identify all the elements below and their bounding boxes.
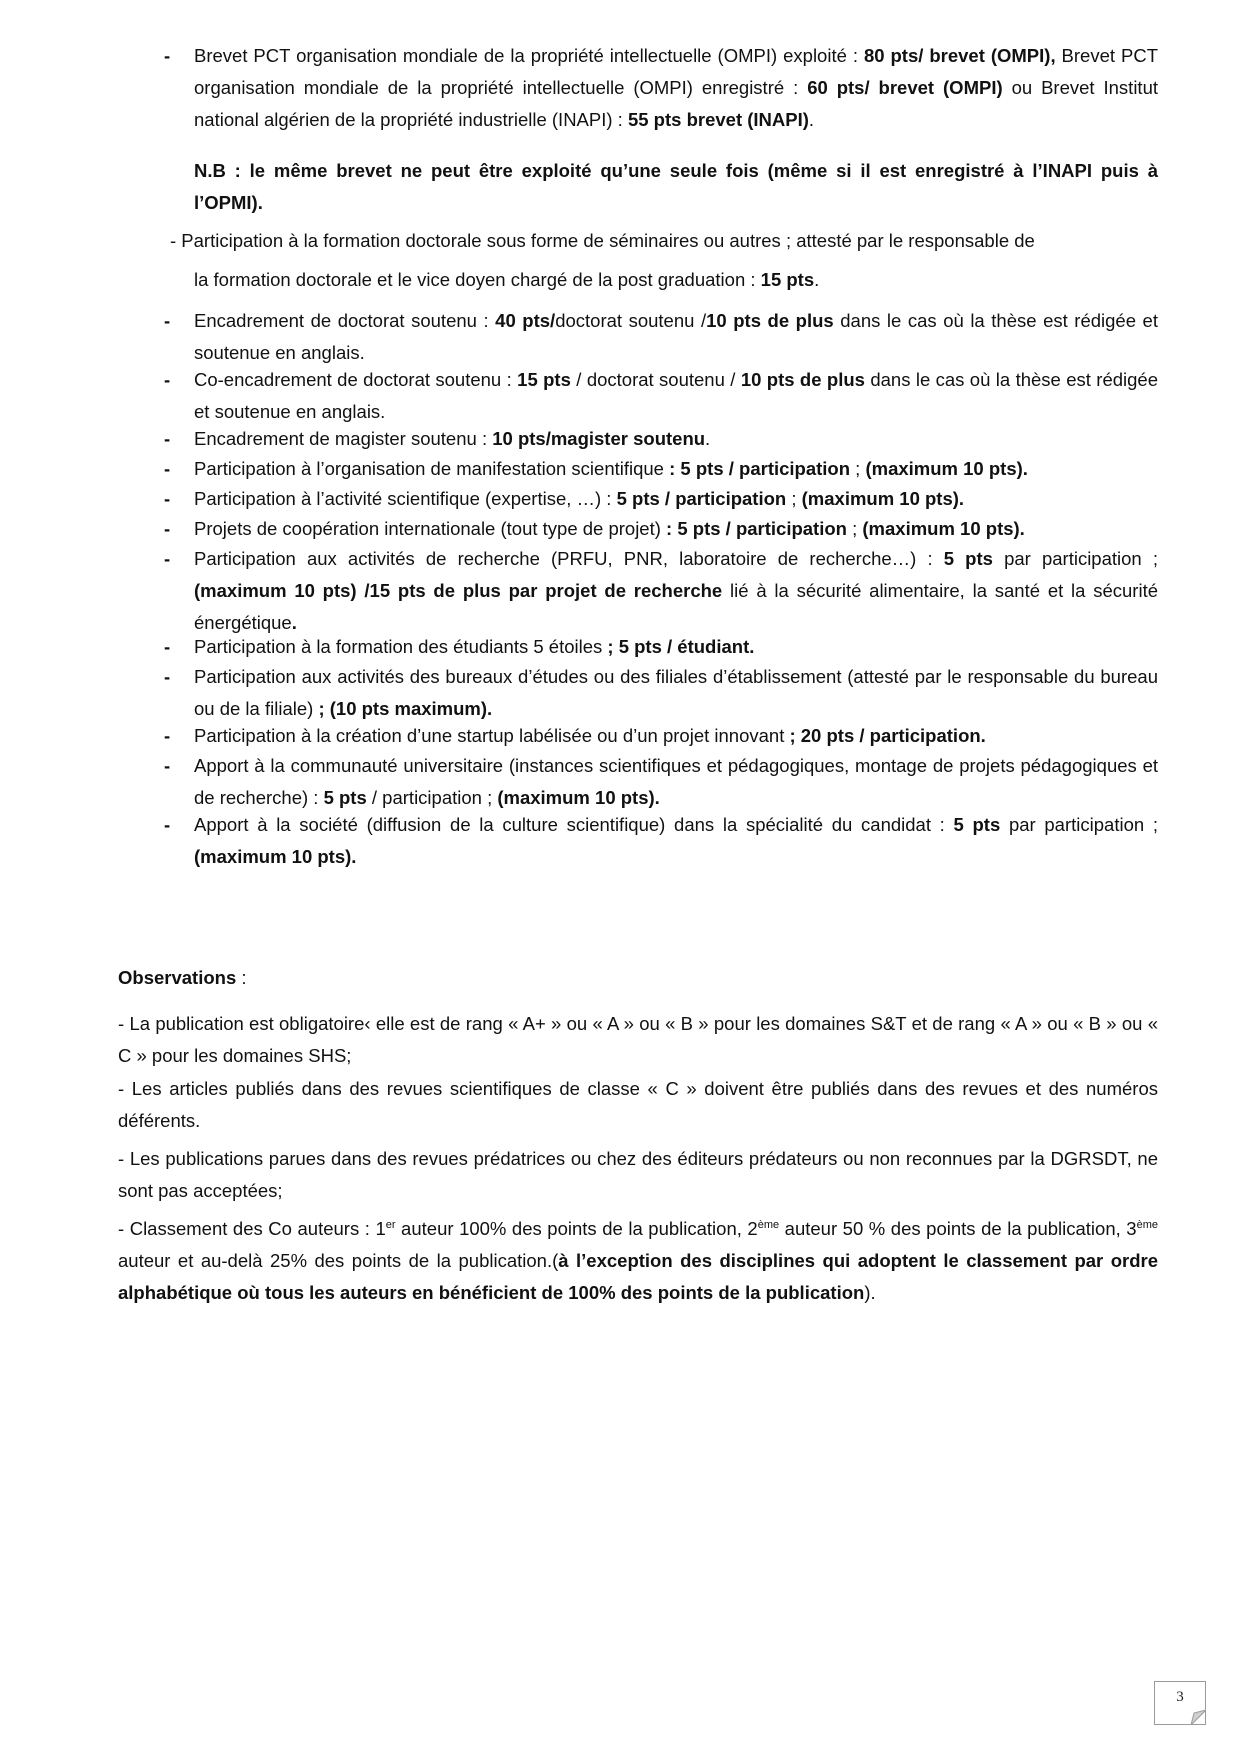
observation-classement: - Classement des Co auteurs : 1er auteur 100% des points de la publication, 2ème auteur 50 % des points de la publication, 3ème auteur et au-delà 25% des points de la publication.(à l’exception des disciplines qui adoptent le classement par ordre alphabétique où tous les auteurs en bénéficient de 100% des points de la publication). [118,1218,1158,1303]
page-number: 3 [1176,1689,1184,1705]
list-item [164,543,1158,639]
bullet-dash: - [164,488,171,509]
bullet-dash: - [164,814,171,835]
list-item-text: Encadrement de magister soutenu : 10 pts/magister soutenu. [194,428,711,449]
list-item-text: Participation à l’activité scientifique (expertise, …) : 5 pts / participation ; (maximum 10 pts). [194,488,965,509]
bullet-dash: - [164,45,171,66]
list-item [164,364,1158,428]
list-item-text: Projets de coopération internationale (tout type de projet) : 5 pts / participation ; (maximum 10 pts). [194,518,1025,539]
list-item [164,631,1158,663]
bullet-dash: - [164,666,171,687]
list-item [164,513,1158,545]
bullet-dash: - [164,548,171,569]
list-item [164,809,1158,873]
list-item-text: Participation aux activités des bureaux d’études ou des filiales d’établissement (attesté par le responsable du bureau ou de la filiale) ; (10 pts maximum). [194,666,1158,719]
bullet-dash: - [164,725,171,746]
bullet-dash: - [164,458,171,479]
list-item-text: Participation à la création d’une startup labélisée ou d’un projet innovant ; 20 pts / participation. [194,725,986,746]
list-item-text: Encadrement de doctorat soutenu : 40 pts/doctorat soutenu /10 pts de plus dans le cas où la thèse est rédigée et soutenue en anglais. [194,310,1158,363]
observation-paragraph: - Les articles publiés dans des revues scientifiques de classe « C » doivent être publiés dans des revues et des numéros déférents. [118,1078,1158,1131]
list-item [164,423,1158,455]
list-item [164,305,1158,369]
list-item-text: Apport à la société (diffusion de la culture scientifique) dans la spécialité du candidat : 5 pts par participation ; (maximum 10 pts). [194,814,1158,867]
list-item [164,661,1158,725]
list-item-text: Co-encadrement de doctorat soutenu : 15 pts / doctorat soutenu / 10 pts de plus dans le cas où la thèse est rédigée et soutenue en anglais. [194,369,1158,422]
bullet-dash: - [164,310,171,331]
list-item-brevet [164,40,1158,136]
bullet-dash: - [164,636,171,657]
bullet-dash: - [164,518,171,539]
list-item-text: Participation à la formation des étudiants 5 étoiles ; 5 pts / étudiant. [194,636,755,657]
observation-paragraph: - La publication est obligatoire‹ elle est de rang « A+ » ou « A » ou « B » pour les domaines S&T et de rang « A » ou « B » ou « C » pour les domaines SHS; [118,1013,1158,1066]
list-item [164,453,1158,485]
page-curl-icon [1190,1709,1206,1725]
list-item-text: Brevet PCT organisation mondiale de la propriété intellectuelle (OMPI) exploité : 80 pts/ brevet (OMPI), Brevet PCT organisation mondiale de la propriété intellectuelle (OMPI) enregistré : 60 pts/ brevet (OMPI) ou Brevet Institut national algérien de la propriété industrielle (INAPI) : 55 pts brevet (INAPI). [194,45,1158,130]
bullet-dash: - [164,755,171,776]
observation-paragraph: - Les publications parues dans des revues prédatrices ou chez des éditeurs prédateurs ou non reconnues par la DGRSDT, ne sont pas acceptées; [118,1148,1158,1201]
formation-doctorale-line1: - Participation à la formation doctorale sous forme de séminaires ou autres ; attesté par le responsable de [170,230,1035,251]
nb-note: N.B : le même brevet ne peut être exploité qu’une seule fois (même si il est enregistré à l’INAPI puis à l’OPMI). [194,160,1158,213]
bullet-dash: - [164,428,171,449]
list-item [164,720,1158,752]
list-item-text: Apport à la communauté universitaire (instances scientifiques et pédagogiques, montage de projets pédagogiques et de recherche) : 5 pts / participation ; (maximum 10 pts). [194,755,1158,808]
formation-doctorale-line2: la formation doctorale et le vice doyen chargé de la post graduation : 15 pts. [194,269,820,290]
list-item-text: Participation à l’organisation de manifestation scientifique : 5 pts / participation ; (maximum 10 pts). [194,458,1028,479]
bullet-dash: - [164,369,171,390]
list-item-text: Participation aux activités de recherche (PRFU, PNR, laboratoire de recherche…) : 5 pts par participation ; (maximum 10 pts) /15 pts de plus par projet de recherche lié à la sécurité alimentaire, la santé et la sécurité énergétique. [194,548,1159,633]
list-item [164,483,1158,515]
observations-heading: Observations : [118,967,247,988]
list-item [164,750,1158,814]
page-number-box [1154,1681,1208,1725]
